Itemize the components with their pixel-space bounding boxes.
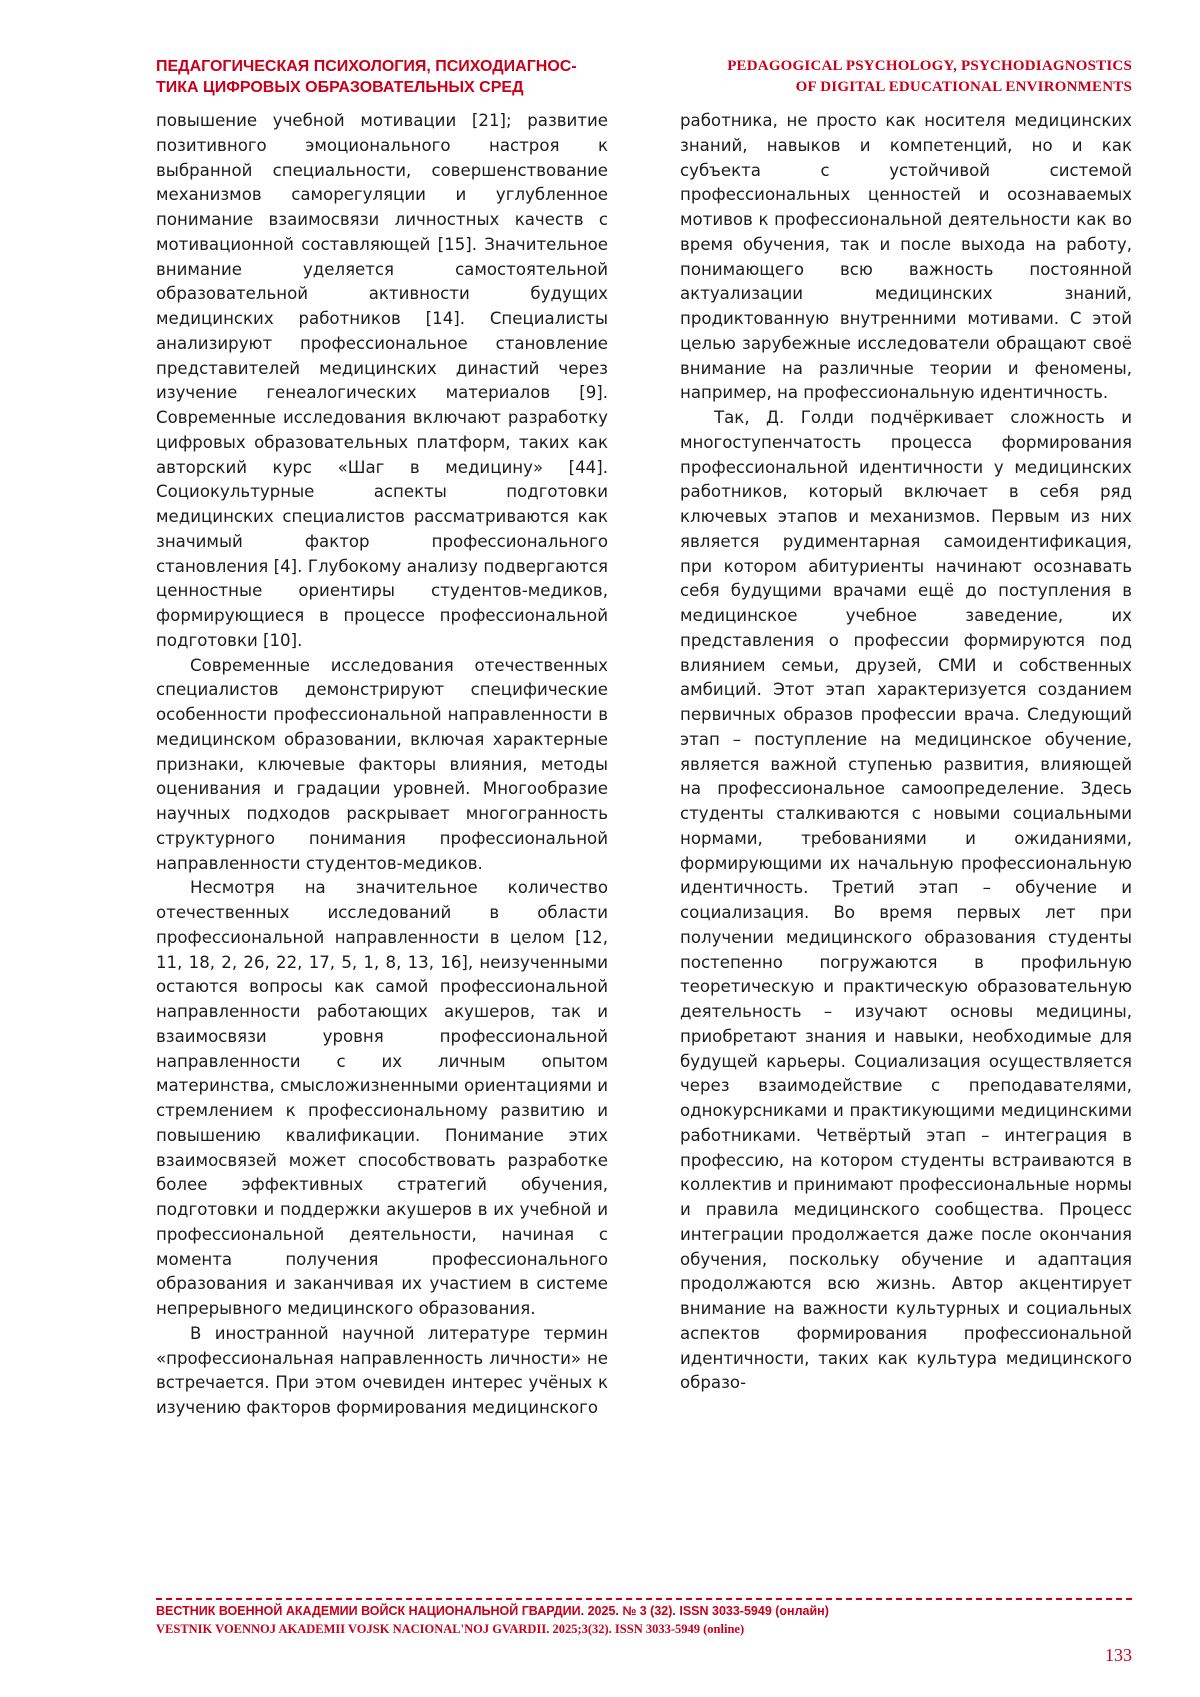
footer-divider	[156, 1598, 1132, 1600]
section-title-ru	[156, 56, 616, 98]
right-column	[680, 109, 1132, 1595]
paragraph: В иностранной научной литературе термин «профессиональная направленность личности» не встречается. При этом очевиден интерес учёных к изучению факторов формирования медицинского	[156, 1323, 608, 1417]
journal-citation-ru: ВЕСТНИК ВОЕННОЙ АКАДЕМИИ ВОЙСК НАЦИОНАЛЬНОЙ ГВАРДИИ. 2025. № 3 (32). ISSN 3033-5949 (онлайн)	[156, 1604, 829, 1618]
left-column	[156, 109, 608, 1595]
paragraph: Так, Д. Голди подчёркивает сложность и многоступенчатость процесса формирования профессиональной идентичности у медицинских работников, который включает в себя ряд ключевых этапов и механизмов. Первым из них является рудиментарная самоидентификация, при котором абитуриенты начинают осознавать себя будущими врачами ещё до поступления в медицинское учебное заведение, их представления о профессии формируются под влиянием семьи, друзей, СМИ и собственных амбиций. Этот этап характеризуется созданием первичных образов профессии врача. Следующий этап – поступление на медицинское обучение, является важной ступенью развития, влияющей на профессиональное самоопределение. Здесь студенты сталкиваются с новыми социальными нормами, требованиями и ожиданиями, формирующими их начальную профессиональную идентичность. Третий этап – обучение и социализация. Во время первых лет при получении медицинского образования студенты постепенно погружаются в профильную теоретическую и практическую образовательную деятельность – изучают основы медицины, приобретают знания и навыки, необходимые для будущей карьеры. Социализация осуществляется через взаимодействие с преподавателями, однокурсниками и практикующими медицинскими работниками. Четвёртый этап – интеграция в профессию, на котором студенты встраиваются в коллектив и принимают профессиональные нормы и правила медицинского сообщества. Процесс интеграции продолжается даже после окончания обучения, поскольку обучение и адаптация продолжаются всю жизнь. Автор акцентирует внимание на важности культурных и социальных аспектов формирования профессиональной идентичности, таких как культура медицинского образо-	[680, 408, 1132, 1393]
paragraph: Несмотря на значительное количество отечественных исследований в области профессиональной направленности в целом [12, 11, 18, 2, 26, 22, 17, 5, 1, 8, 13, 16], неизученными остаются вопросы как самой профессиональной направленности работающих акушеров, так и взаимосвязи уровня профессиональной направленности с их личным опытом материнства, смысложизненными ориентациями и стремлением к профессиональному развитию и повышению квалификации. Понимание этих взаимосвязей может способствовать разработке более эффективных стратегий обучения, подготовки и поддержки акушеров в их учебной и профессиональной деятельности, начиная с момента получения профессионального образования и заканчивая их участием в системе непрерывного медицинского образования.	[156, 878, 608, 1318]
section-title-en-line1: PEDAGOGICAL PSYCHOLOGY, PSYCHODIAGNOSTICS	[727, 58, 1132, 74]
section-title-ru-line1: ПЕДАГОГИЧЕСКАЯ ПСИХОЛОГИЯ, ПСИХОДИАГНОС-	[156, 58, 577, 75]
section-title-en-line2: OF DIGITAL EDUCATIONAL ENVIRONMENTS	[795, 79, 1132, 95]
page-number: 133	[1105, 1645, 1132, 1665]
paragraph: повышение учебной мотивации [21]; развитие позитивного эмоционального настроя к выбранной специальности, совершенствование механизмов саморегуляции и углубленное понимание взаимосвязи личностных качеств с мотивационной составляющей [15]. Значительное внимание уделяется самостоятельной образовательной активности будущих медицинских работников [14]. Специалисты анализируют профессиональное становление представителей медицинских династий через изучение генеалогических материалов [9]. Современные исследования включают разработку цифровых образовательных платформ, таких как авторский курс «Шаг в медицину» [44]. Социокультурные аспекты подготовки медицинских специалистов рассматриваются как значимый фактор профессионального становления [4]. Глубокому анализу подвергаются ценностные ориентиры студентов-медиков, формирующиеся в процессе профессиональной подготовки [10].	[156, 111, 608, 650]
section-title-ru-line2: ТИКА ЦИФРОВЫХ ОБРАЗОВАТЕЛЬНЫХ СРЕД	[156, 79, 524, 96]
paragraph: Современные исследования отечественных специалистов демонстрируют специфические особенности профессиональной направленности в медицинском образовании, включая характерные признаки, ключевые факторы влияния, методы оценивания и градации уровней. Многообразие научных подходов раскрывает многогранность структурного понимания профессиональной направленности студентов-медиков.	[156, 655, 608, 873]
paragraph: работника, не просто как носителя медицинских знаний, навыков и компетенций, но и как субъекта с устойчивой системой профессиональных ценностей и осознаваемых мотивов к профессиональной деятельности как во время обучения, так и после выхода на работу, понимающего всю важность постоянной актуализации медицинских знаний, продиктованную внутренними мотивами. С этой целью зарубежные исследователи обращают своё внимание на различные теории и феномены, например, на профессиональную идентичность.	[680, 111, 1132, 403]
section-title-en	[664, 56, 1132, 98]
journal-citation-en: VESTNIK VOENNOJ AKADEMII VOJSK NACIONAL'NOJ GVARDII. 2025;3(32). ISSN 3033-5949 (online)	[156, 1622, 745, 1636]
